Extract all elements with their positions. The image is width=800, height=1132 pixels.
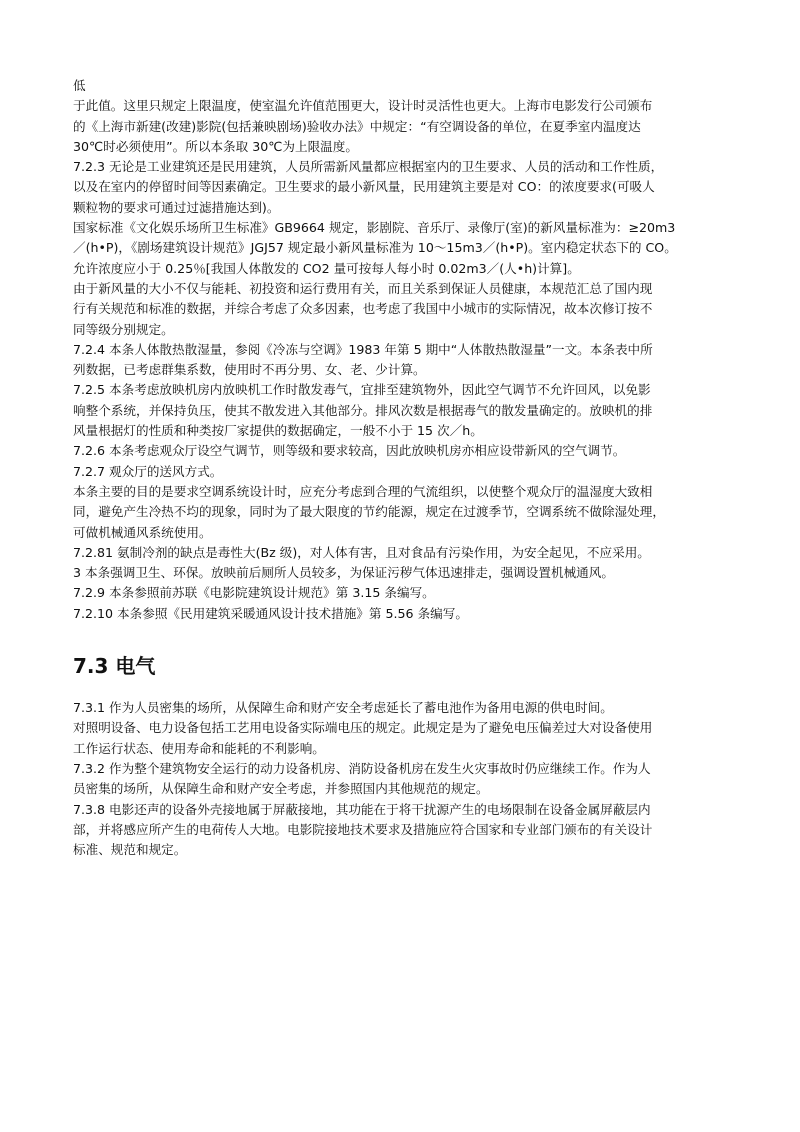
text-line: 颗粒物的要求可通过过滤措施达到)。: [73, 199, 280, 215]
text-line: 员密集的场所，从保障生命和财产安全考虑，并参照国内其他规范的规定。: [73, 781, 489, 797]
text-line: 7.2.3 无论是工业建筑还是民用建筑，人员所需新风量都应根据室内的卫生要求、人员的活动和工作性质，: [73, 159, 664, 175]
text-line: 30℃时必须使用”。所以本条取 30℃为上限温度。: [73, 138, 358, 154]
section-7-3-text: [73, 698, 738, 860]
text-line: 7.3.8 电影还声的设备外壳接地属于屏蔽接地，其功能在于将干扰源产生的电场限制在设备金属屏蔽层内: [73, 801, 651, 817]
text-line: 7.2.6 本条考虑观众厅设空气调节，则等级和要求较高，因此放映机房亦相应设带新风的空气调节。: [73, 443, 626, 459]
text-line: 列数据，已考虑群集系数，使用时不再分男、女、老、少计算。: [73, 362, 426, 378]
text-line: 以及在室内的停留时间等因素确定。卫生要求的最小新风量，民用建筑主要是对 CO：的浓度要求(可吸人: [73, 179, 655, 195]
section-7-2-text: [73, 76, 738, 624]
text-line: 7.2.4 本条人体散热散湿量，参阅《冷冻与空调》1983 年第 5 期中“人体散热散湿量”一文。本条表中所: [73, 341, 653, 357]
text-line: 同，避免产生冷热不均的现象，同时为了最大限度的节约能源，规定在过渡季节，空调系统不做除湿处理，: [73, 504, 665, 520]
text-line: 可做机械通风系统使用。: [73, 524, 212, 540]
text-line: 7.2.7 观众厅的送风方式。: [73, 463, 223, 479]
text-line: 标准、规范和规定。: [73, 842, 187, 858]
text-line: 7.2.9 本条参照前苏联《电影院建筑设计规范》第 3.15 条编写。: [73, 585, 435, 601]
text-line: 工作运行状态、使用寿命和能耗的不利影响。: [73, 740, 325, 756]
text-line: 的《上海市新建(改建)影院(包括兼映剧场)验收办法》中规定：“有空调设备的单位，在夏季室内温度达: [73, 118, 641, 134]
text-line: 风量根据灯的性质和种类按厂家提供的数据确定，一般不小于 15 次／h。: [73, 423, 483, 439]
text-line: 7.2.5 本条考虑放映机房内放映机工作时散发毒气，宜排至建筑物外，因此空气调节不允许回风，以免影: [73, 382, 651, 398]
text-line: 响整个系统，并保持负压，使其不散发进入其他部分。排风次数是根据毒气的散发量确定的。放映机的排: [73, 402, 653, 418]
text-line: 部，并将感应所产生的电荷传人大地。电影院接地技术要求及措施应符合国家和专业部门颁布的有关设计: [73, 821, 653, 837]
text-line: 允许浓度应小于 0.25％[我国人体散发的 CO2 量可按每人每小时 0.02m3／(人•h)计算]。: [73, 260, 580, 276]
text-line: 低: [73, 78, 86, 93]
text-line: 由于新风量的大小不仅与能耗、初投资和运行费用有关，而且关系到保证人员健康，本规范汇总了国内现: [73, 280, 653, 296]
section-heading-7-3: 7.3 电气: [73, 654, 156, 679]
text-line: ／(h•P)，《剧场建筑设计规范》JGJ57 规定最小新风量标准为 10～15m3／(h•P)。室内稳定状态下的 CO。: [73, 240, 677, 256]
text-line: 7.3.2 作为整个建筑物安全运行的动力设备机房、消防设备机房在发生火灾事故时仍应继续工作。作为人: [73, 760, 651, 776]
text-line: 对照明设备、电力设备包括工艺用电设备实际端电压的规定。此规定是为了避免电压偏差过大对设备使用: [73, 720, 653, 736]
text-line: 同等级分别规定。: [73, 321, 174, 337]
text-line: 3 本条强调卫生、环保。放映前后厕所人员较多，为保证污秽气体迅速排走，强调设置机械通风。: [73, 565, 614, 581]
text-line: 7.2.10 本条参照《民用建筑采暖通风设计技术措施》第 5.56 条编写。: [73, 605, 468, 621]
text-line: 于此值。这里只规定上限温度，使室温允许值范围更大，设计时灵活性也更大。上海市电影发行公司颁布: [73, 98, 653, 114]
text-line: 本条主要的目的是要求空调系统设计时，应充分考虑到合理的气流组织，以使整个观众厅的温湿度大致相: [73, 483, 653, 499]
text-line: 行有关规范和标准的数据，并综合考虑了众多因素，也考虑了我国中小城市的实际情况，故本次修订按不: [73, 301, 653, 317]
text-line: 7.2.81 氨制冷剂的缺点是毒性大(Bz 级)，对人体有害，且对食品有污染作用，为安全起见，不应采用。: [73, 544, 650, 560]
text-line: 7.3.1 作为人员密集的场所，从保障生命和财产安全考虑延长了蓄电池作为备用电源的供电时间。: [73, 700, 613, 716]
text-line: 国家标准《文化娱乐场所卫生标准》GB9664 规定，影剧院、音乐厅、录像厅(室)的新风量标准为：≥20m3: [73, 220, 676, 236]
